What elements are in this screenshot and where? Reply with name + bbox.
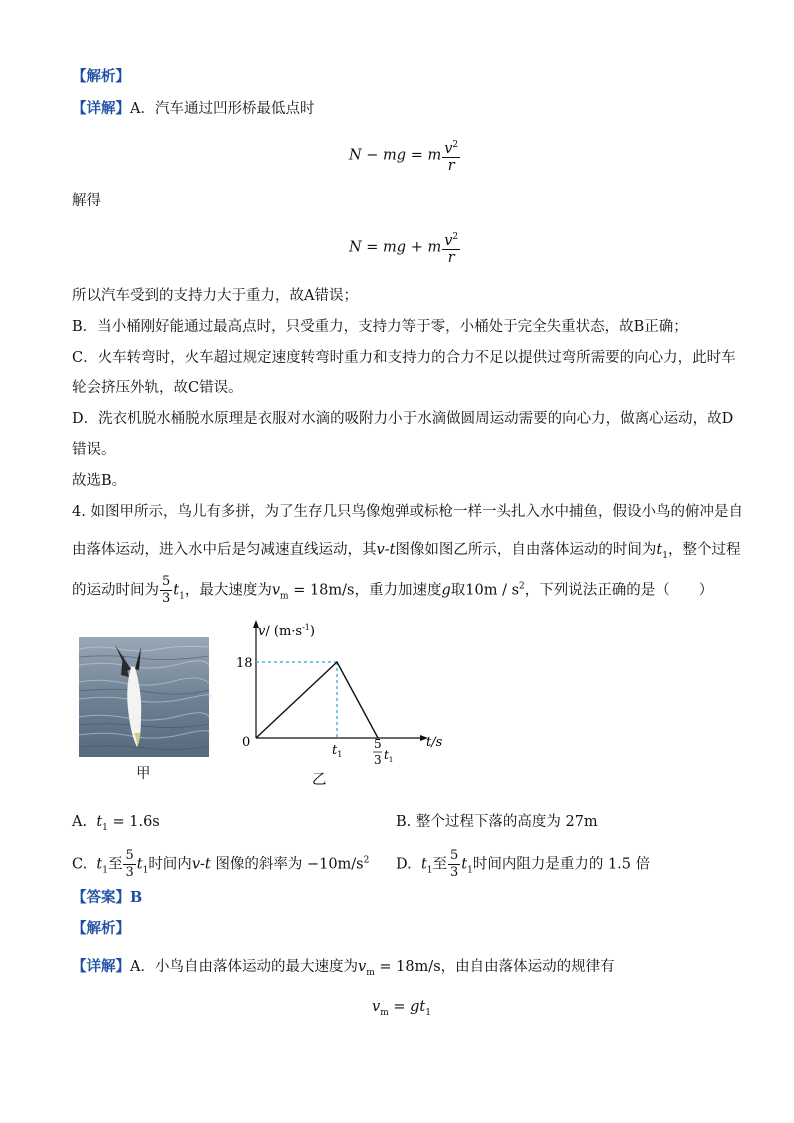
option-c-analysis-1: C．火车转弯时，火车超过规定速度转弯时重力和支持力的合力不足以提供过弯所需要的向心力，此时车 xyxy=(72,350,736,366)
choose-b: 故选B。 xyxy=(72,473,127,489)
figure-label-yi: 乙 xyxy=(312,772,327,788)
velocity-time-graph xyxy=(232,618,443,788)
jiede-text: 解得 xyxy=(72,193,101,209)
y-axis-label: v/ $(m\cdot s^{-1})$ xyxy=(258,623,315,639)
equation-2: N = mg + m $\frac{v^2}{r}$ xyxy=(349,229,461,266)
option-b-analysis: B．当小桶刚好能通过最高点时，只受重力，支持力等于零，小桶处于完全失重状态，故B正确； xyxy=(72,319,688,335)
answer-line: 【答案】B xyxy=(72,889,143,906)
q4-line1: 4. 如图甲所示，鸟儿有多拼，为了生存几只鸟像炮弹或标枪一样一头扎入水中捕鱼，假设小鸟的俯冲是自 xyxy=(72,504,743,520)
gannet-diving-photo xyxy=(79,637,209,757)
q4-line2: 由落体运动，进入水中后是匀减速直线运动，其v-t图像如图乙所示，自由落体运动的时间为$t_1$，整个过程 xyxy=(72,542,741,561)
x-tick-frac-num: 5 xyxy=(374,737,382,751)
option-d-analysis-1: D．洗衣机脱水桶脱水原理是衣服对水滴的吸附力小于水滴做圆周运动需要的向心力，做离心运动，故D xyxy=(72,411,734,427)
figure-label-jia: 甲 xyxy=(136,766,151,782)
origin-label: 0 xyxy=(242,735,251,750)
option-c: C. $t_1$至 $\frac{5}{3}$ $t_1$时间内v-t 图像的斜率为 $-10m/s^2$ xyxy=(72,848,370,880)
option-d-analysis-2: 错误。 xyxy=(72,442,116,458)
option-c-analysis-2: 轮会挤压外轨，故C错误。 xyxy=(72,380,243,396)
detail-a2-line: 【详解】A．小鸟自由落体运动的最大速度为$v_m = 18m/s$，由自由落体运动的规律有 xyxy=(72,958,615,978)
q4-line3: 的运动时间为 $\frac{5}{3}$ $t_1$，最大速度为$v_m = 18m/s$，重力加速度g取$10m / s^2$，下列说法正确的是（ ） xyxy=(72,574,714,606)
option-b: B. 整个过程下落的高度为 27m xyxy=(396,814,598,830)
option-a: A. $t_1 = 1.6s$ xyxy=(72,814,160,833)
vt-line xyxy=(256,662,378,738)
option-d: D. $t_1$至 $\frac{5}{3}$ $t_1$时间内阻力是重力的 1.5 倍 xyxy=(396,848,651,880)
equation-vm: $v_m = gt_1$ xyxy=(372,999,431,1018)
detail-a-line: 【详解】A．汽车通过凹形桥最低点时 xyxy=(72,100,315,117)
equation-1: N − mg = m $\frac{v^2}{r}$ xyxy=(349,137,461,174)
x-tick-t1-b: $t_1$ xyxy=(384,748,394,764)
a-conclusion: 所以汽车受到的支持力大于重力，故A错误； xyxy=(72,288,358,304)
section-label-jiexi: 【解析】 xyxy=(72,68,130,85)
x-tick-frac-den: 3 xyxy=(374,753,382,767)
x-tick-t1: $t_1$ xyxy=(332,743,343,759)
section-label-jiexi-2: 【解析】 xyxy=(72,920,130,937)
x-axis-label: t/s xyxy=(426,735,443,750)
y-tick-18: 18 xyxy=(236,656,253,671)
